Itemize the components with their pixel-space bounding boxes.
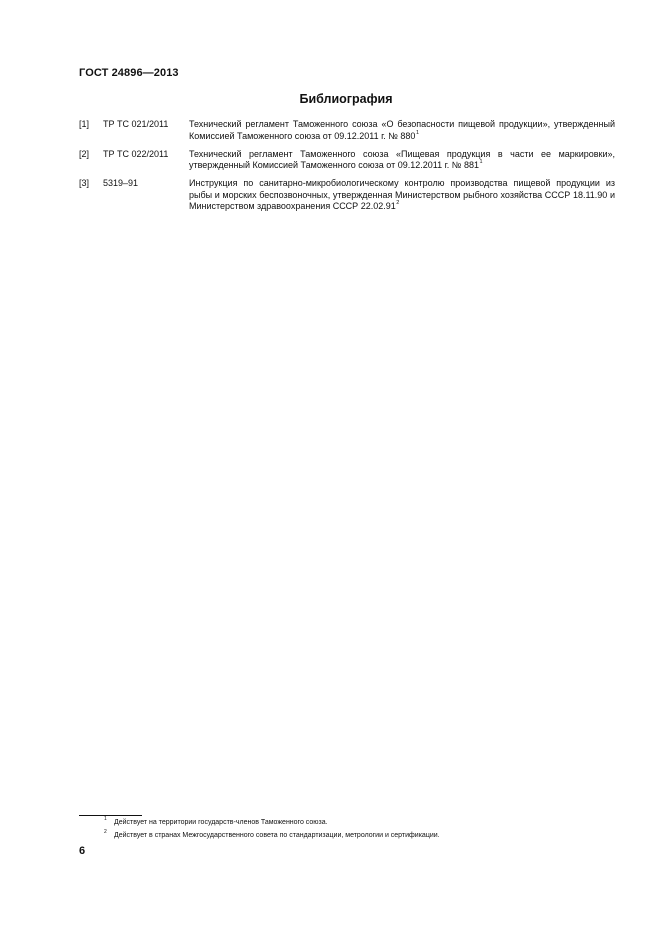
bibliography-entry	[79, 178, 615, 213]
entry-description: Технический регламент Таможенного союза «О безопасности пищевой продукции», утвержденный Комиссией Таможенного союза от 09.12.2011 г. № 880	[189, 119, 615, 141]
footnotes	[104, 816, 624, 842]
bibliography-entry	[79, 149, 615, 172]
entry-number: [3]	[79, 178, 90, 188]
footnote-text: Действует на территории государств-членов Таможенного союза.	[114, 819, 328, 826]
footnote-reference: 2	[396, 200, 400, 206]
bibliography-entry	[79, 119, 615, 142]
document-code: ГОСТ 24896—2013	[79, 67, 179, 79]
entry-number: [1]	[79, 119, 90, 129]
footnote-reference: 1	[479, 159, 483, 165]
footnote-mark: 1	[104, 816, 107, 822]
footnote-text: Действует в странах Межгосударственного совета по стандартизации, метрологии и сертификации.	[114, 832, 440, 839]
section-title: Библиография	[299, 92, 393, 106]
entry-code: ТР ТС 022/2011	[103, 148, 169, 159]
bibliography-list	[79, 119, 615, 219]
footnote	[104, 816, 624, 829]
entry-description: Технический регламент Таможенного союза «Пищевая продукция в части ее маркировки», утвержденный Комиссией Таможенного союза от 09.12.2011 г. № 881	[189, 148, 615, 170]
entry-code: ТР ТС 021/2011	[103, 119, 169, 129]
entry-description-block	[189, 149, 615, 172]
page-number: 6	[79, 845, 86, 857]
entry-description: Инструкция по санитарно-микробиологическому контролю производства пищевой продукции из рыбы и морских беспозвоночных, утвержденная Министерством рыбного хозяйства СССР 18.11.90 и Министерством здравоохранения СССР 22.02.91	[189, 178, 615, 211]
entry-code: 5319–91	[103, 178, 139, 188]
footnote	[104, 829, 624, 842]
entry-description-block	[189, 119, 615, 142]
entry-description-block	[189, 178, 615, 213]
footnote-mark: 2	[104, 829, 107, 835]
footnote-reference: 1	[415, 129, 419, 136]
entry-number: [2]	[79, 148, 90, 159]
